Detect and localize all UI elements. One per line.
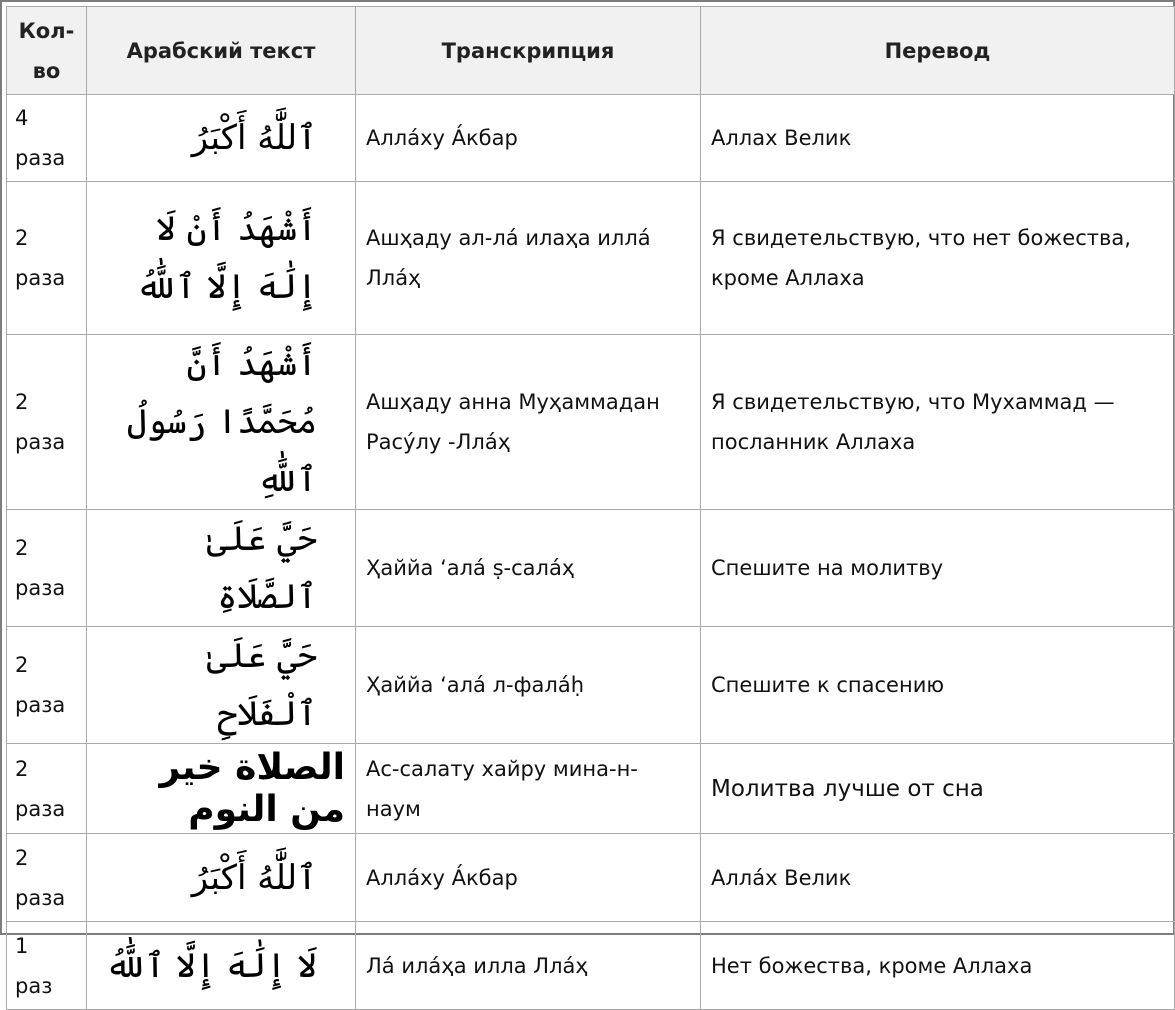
arabic-text-cell: لَا إِلَٰهَ إِلَّا ٱللَّٰهُ [87, 922, 356, 1010]
transcription-cell: Алла́ху А́кбар [356, 834, 701, 922]
count-cell [7, 627, 87, 744]
table-header-row [7, 7, 1175, 95]
count-number: 2 [15, 756, 29, 781]
transcription-cell: Ҳаййа ʻала́ ṣ-сала́ҳ [356, 510, 701, 627]
transcription-cell: Ҳаййа ʻала́ л-фала́ḥ [356, 627, 701, 744]
transcription-cell: Ашҳаду анна Муҳаммадан Расу́лу -Лла́ҳ [356, 335, 701, 510]
count-number: 2 [15, 390, 29, 414]
count-cell [7, 95, 87, 182]
count-cell [7, 335, 87, 510]
transcription-cell: Ашҳаду ал-ла́ илаҳа илла́ Лла́ҳ [356, 182, 701, 335]
table-row [7, 627, 1175, 744]
count-unit: раза [15, 693, 66, 717]
table-row [7, 182, 1175, 335]
count-cell [7, 182, 87, 335]
count-number: 2 [15, 653, 29, 677]
table-row [7, 744, 1175, 834]
arabic-text-cell: أَشْهَدُ أَنْ لَا إِلَٰهَ إِلَّا ٱللَّٰهُ [87, 182, 356, 335]
translation-cell: Аллах Велик [701, 95, 1175, 182]
column-header-transcription: Транскрипция [356, 7, 701, 95]
translation-cell: Спешите на молитву [701, 510, 1175, 627]
column-header-translation: Перевод [701, 7, 1175, 95]
translation-cell: Спешите к спасению [701, 627, 1175, 744]
count-number: 4 [15, 106, 29, 130]
count-unit: раза [15, 796, 66, 821]
count-unit: раза [15, 885, 66, 910]
transcription-cell: Алла́ху А́кбар [356, 95, 701, 182]
count-unit: раза [15, 146, 66, 170]
transcription-cell: Ла́ ила́ҳа илла Лла́ҳ [356, 922, 701, 1010]
count-cell [7, 510, 87, 627]
count-unit: раза [15, 430, 66, 454]
arabic-text-cell: ٱللَّٰهُ أَكْبَرُ [87, 95, 356, 182]
count-cell [7, 834, 87, 922]
table-row [7, 510, 1175, 627]
translation-cell: Нет божества, кроме Аллаха [701, 922, 1175, 1010]
count-number: 2 [15, 226, 29, 250]
translation-cell: Молитва лучше от сна [701, 744, 1175, 834]
translation-cell: Алла́х Велик [701, 834, 1175, 922]
count-number: 2 [15, 536, 29, 560]
count-unit: раза [15, 576, 66, 600]
column-header-count: Кол-во [7, 7, 87, 95]
count-unit: раз [15, 973, 53, 998]
arabic-text-cell: أَشْهَدُ أَنَّ مُحَمَّدًا رَسُولُ ٱللَّٰهِ [87, 335, 356, 510]
arabic-text-cell: حَيَّ عَلَىٰ ٱلْفَلَاحِ [87, 627, 356, 744]
table-row [7, 335, 1175, 510]
count-number: 1 [15, 933, 29, 958]
table-row [7, 95, 1175, 182]
count-number: 2 [15, 845, 29, 870]
translation-cell: Я свидетельствую, что Мухаммад — посланник Аллаха [701, 335, 1175, 510]
count-cell [7, 744, 87, 834]
arabic-text-cell: حَيَّ عَلَىٰ ٱلصَّلَاةِ [87, 510, 356, 627]
transcription-cell: Ас-салату хайру мина-н-наум [356, 744, 701, 834]
table-row [7, 834, 1175, 922]
arabic-text-cell: ٱللَّٰهُ أَكْبَرُ [87, 834, 356, 922]
column-header-arabic: Арабский текст [87, 7, 356, 95]
translation-cell: Я свидетельствую, что нет божества, кроме Аллаха [701, 182, 1175, 335]
count-unit: раза [15, 266, 66, 290]
adhan-table [6, 6, 1175, 1010]
arabic-text-cell: الصلاة خير من النوم [87, 744, 356, 834]
